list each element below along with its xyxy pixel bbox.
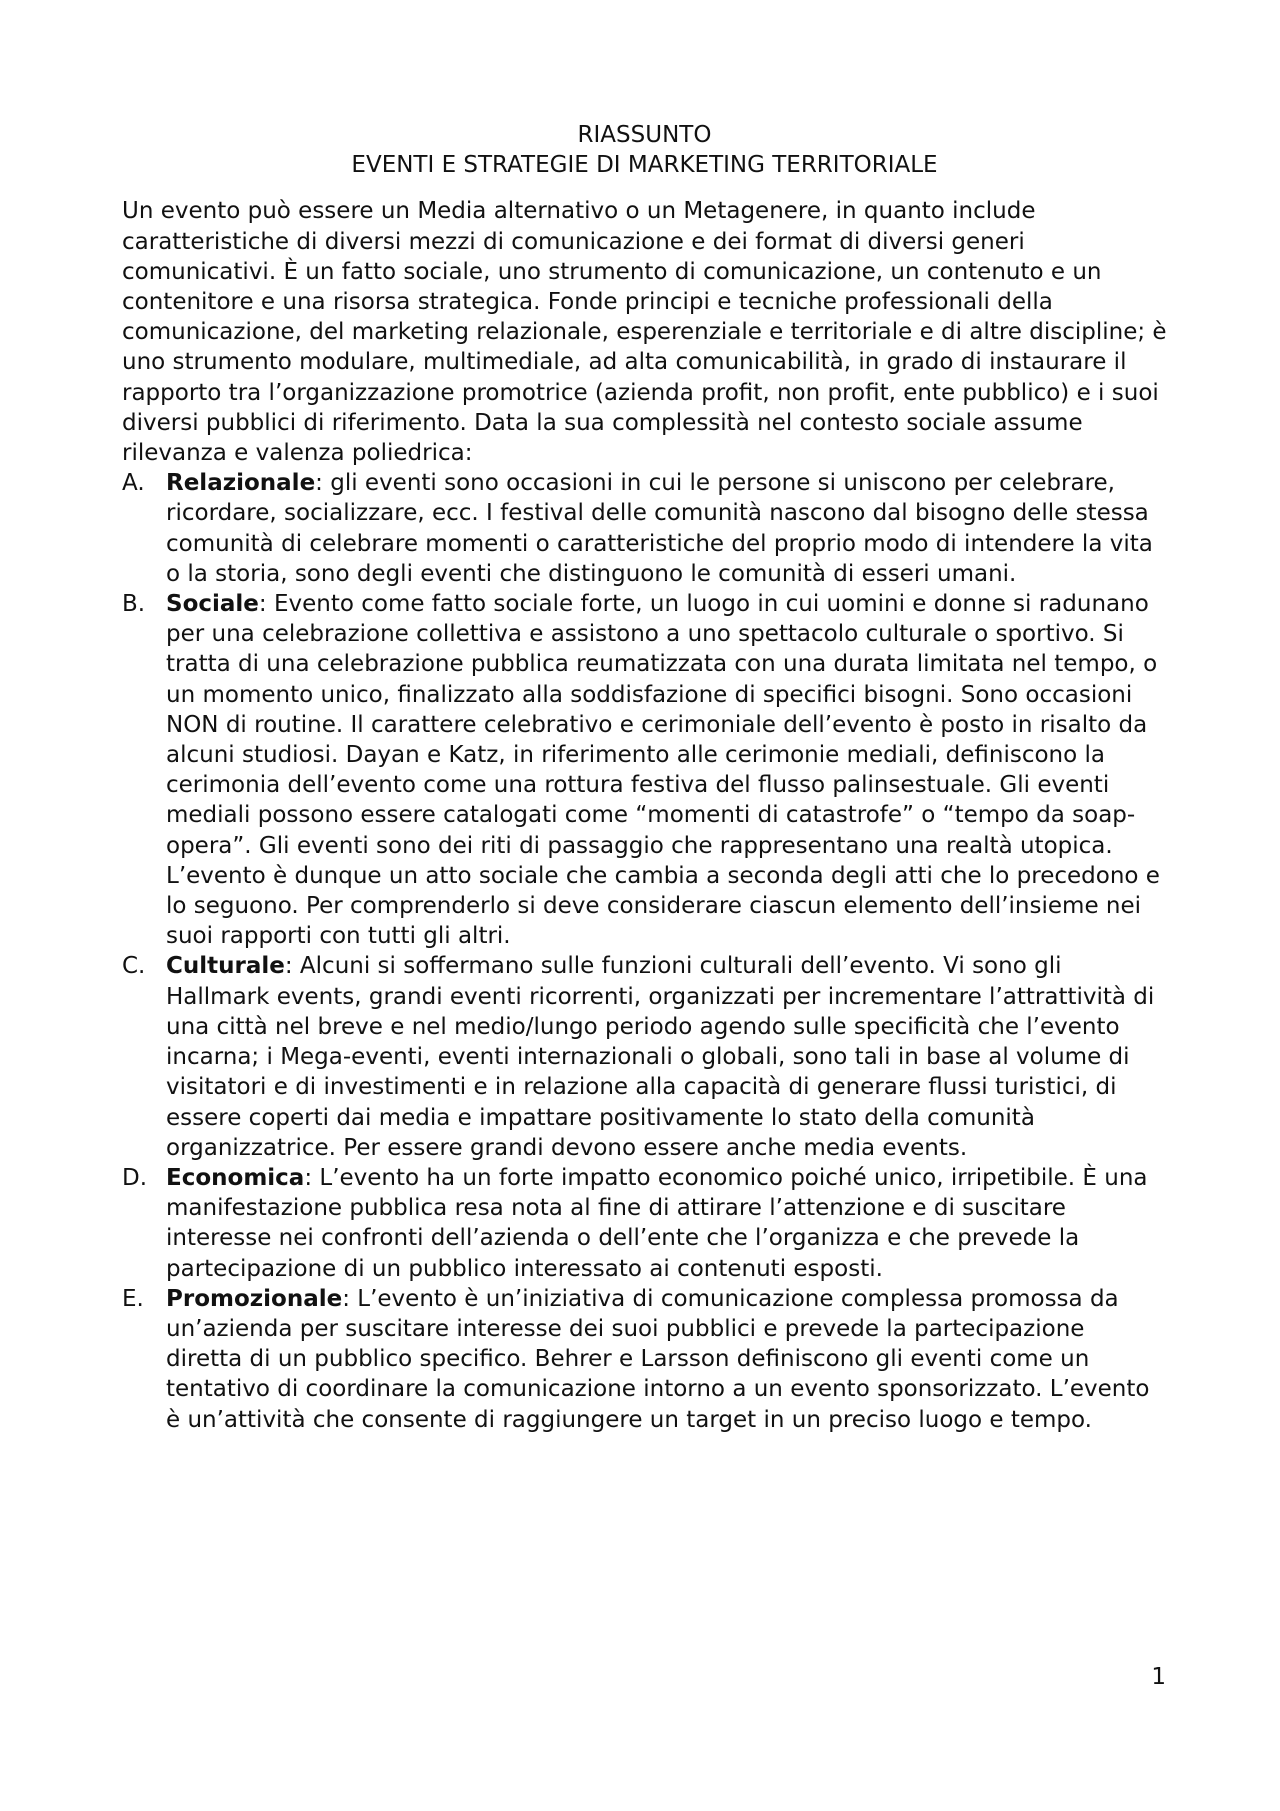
list-item [122,1284,1167,1435]
list-marker: E. [122,1285,144,1312]
list-marker: A. [122,470,145,497]
document-title-line-2: EVENTI E STRATEGIE DI MARKETING TERRITORIALE [351,152,938,179]
list-item-text: : L’evento ha un forte impatto economico poiché unico, irripetibile. È una manifestazione pubblica resa nota al fine di attirare l’attenzione e di suscitare interesse nei confronti dell’azienda o dell’ente che l’organizza e che prevede la partecipazione di un pubblico interessato ai contenuti esposti. [166,1164,1148,1282]
list-item [122,951,1167,1162]
list-item-text: : gli eventi sono occasioni in cui le persone si uniscono per celebrare, ricordare, socializzare, ecc. I festival delle comunità nascono dal bisogno delle stessa comunità di celebrare momenti o caratteristiche del proprio modo di intendere la vita o la storia, sono degli eventi che distinguono le comunità di esseri umani. [166,470,1153,587]
list-item-term: Promozionale [166,1285,343,1312]
list-item [122,589,1167,951]
list-item-term: Culturale [166,953,285,980]
list-item-term: Economica [166,1164,305,1191]
list-marker: D. [122,1164,148,1191]
list-item-text: : L’evento è un’iniziativa di comunicazione complessa promossa da un’azienda per suscitare interesse dei suoi pubblici e prevede la partecipazione diretta di un pubblico specifico. Behrer e Larsson definiscono gli eventi come un tentativo di coordinare la comunicazione intorno a un evento sponsorizzato. L’evento è un’attività che consente di raggiungere un target in un preciso luogo e tempo. [166,1285,1150,1433]
intro-paragraph: Un evento può essere un Media alternativo o un Metagenere, in quanto include caratteristiche di diversi mezzi di comunicazione e dei format di diversi generi comunicativi. È un fatto sociale, uno strumento di comunicazione, un contenuto e un contenitore e una risorsa strategica. Fonde principi e tecniche professionali della comunicazione, del marketing relazionale, esperenziale e territoriale e di altre discipline; è uno strumento modulare, multimediale, ad alta comunicabilità, in grado di instaurare il rapporto tra l’organizzazione promotrice (azienda profit, non profit, ente pubblico) e i suoi diversi pubblici di riferimento. Data la sua complessità nel contesto sociale assume rilevanza e valenza poliedrica: [122,198,1167,467]
list-marker: C. [122,953,146,980]
document-page [122,120,1167,1435]
list-item [122,1163,1167,1284]
list-item-text: : Evento come fatto sociale forte, un luogo in cui uomini e donne si radunano per una celebrazione collettiva e assistono a uno spettacolo culturale o sportivo. Si tratta di una celebrazione pubblica reumatizzata con una durata limitata nel tempo, o un momento unico, finalizzato alla soddisfazione di specifici bisogni. Sono occasioni NON di routine. Il carattere celebrativo e cerimoniale dell’evento è posto in risalto da alcuni studiosi. Dayan e Katz, in riferimento alle cerimonie mediali, definiscono la cerimonia dell’evento come una rottura festiva del flusso palinsestuale. Gli eventi mediali possono essere catalogati come “momenti di catastrofe” o “tempo da soap-opera”. Gli eventi sono dei riti di passaggio che rappresentano una realtà utopica. L’evento è dunque un atto sociale che cambia a seconda degli atti che lo precedono e lo seguono. Per comprenderlo si deve considerare ciascun elemento dell’insieme nei suoi rapporti con tutti gli altri. [166,591,1160,950]
page-number: 1 [1151,1664,1166,1690]
feature-list [122,468,1167,1435]
document-title-line-1: RIASSUNTO [577,122,712,148]
list-item-text: : Alcuni si soffermano sulle funzioni culturali dell’evento. Vi sono gli Hallmark events, grandi eventi ricorrenti, organizzati per incrementare l’attrattività di una città nel breve e nel medio/lungo periodo agendo sulle specificità che l’evento incarna; i Mega-eventi, eventi internazionali o globali, sono tali in base al volume di visitatori e di investimenti e in relazione alla capacità di generare flussi turistici, di essere coperti dai media e impattare positivamente lo stato della comunità organizzatrice. Per essere grandi devono essere anche media events. [166,953,1155,1161]
list-item [122,468,1167,589]
list-item-term: Sociale [166,591,259,618]
list-marker: B. [122,591,146,618]
list-item-term: Relazionale [166,470,316,497]
